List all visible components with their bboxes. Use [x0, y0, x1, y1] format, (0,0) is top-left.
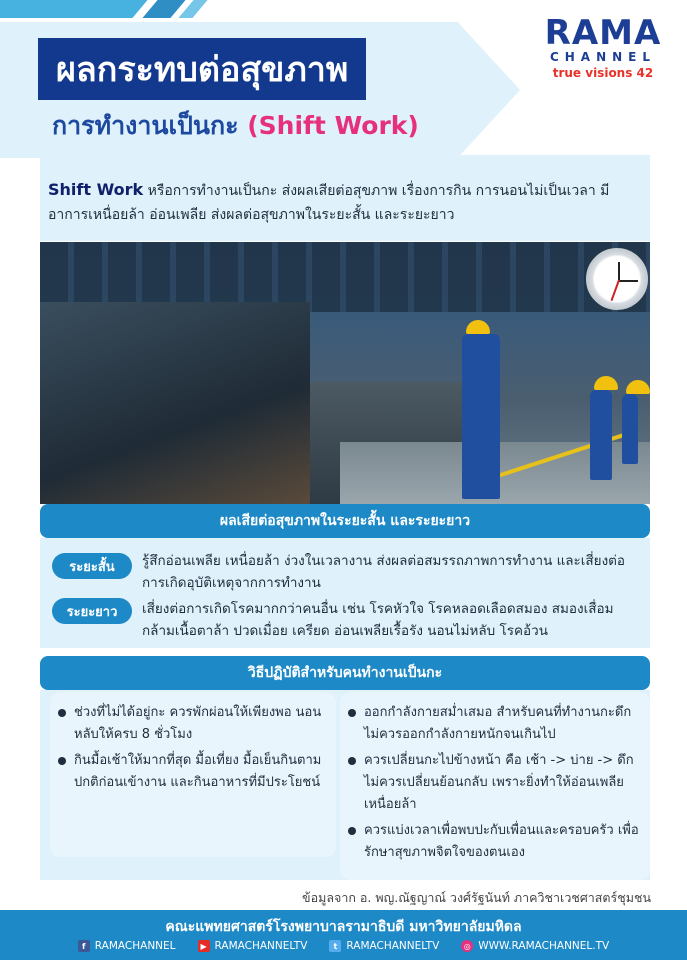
logo-rama: RAMA: [544, 13, 662, 53]
factory-machine: [40, 302, 310, 504]
clock-minute-hand: [618, 280, 638, 282]
logo-partner: true visions 42: [552, 66, 654, 80]
page-subtitle: [52, 106, 419, 146]
social-label: RAMACHANNELTV: [214, 940, 308, 952]
guide-item: ช่วงที่ไม่ได้อยู่กะ ควรพักผ่อนให้เพียงพอ นอนหลับให้ครบ 8 ชั่วโมง: [58, 702, 330, 746]
intro-text: [48, 178, 648, 227]
clock-icon: [586, 248, 648, 310]
intro-term: Shift Work: [48, 180, 144, 199]
effects-heading: ผลเสียต่อสุขภาพในระยะสั้น และระยะยาว: [40, 504, 650, 538]
clock-hour-hand: [618, 262, 620, 281]
youtube-icon: ▶: [198, 940, 210, 952]
guide-item: ควรแบ่งเวลาเพื่อพบปะกับเพื่อนและครอบครัว เพื่อรักษาสุขภาพจิตใจของตนเอง: [348, 820, 648, 864]
short-term-text: รู้สึกอ่อนเพลีย เหนื่อยล้า ง่วงในเวลางาน ส่งผลต่อสมรรถภาพการทำงาน และเสี่ยงต่อการเกิดอุบัติเหตุจากการทำงาน: [142, 553, 626, 591]
intro-body: หรือการทำงานเป็นกะ ส่งผลเสียต่อสุขภาพ เรื่องการกิน การนอนไม่เป็นเวลา มีอาการเหนื่อยล้า อ่อนเพลีย ส่งผลต่อสุขภาพในระยะสั้น และระยะยาว: [48, 183, 610, 223]
twitter-icon: t: [329, 940, 341, 952]
logo-channel: CHANNEL: [549, 50, 657, 64]
rama-channel-logo: [543, 14, 663, 80]
helmet-icon: [626, 380, 650, 394]
subtitle-english: (Shift Work): [247, 111, 419, 140]
web-icon: ◎: [461, 940, 473, 952]
guide-heading: วิธีปฏิบัติสำหรับคนทำงานเป็นกะ: [40, 656, 650, 690]
factory-photo: [40, 242, 650, 504]
helmet-icon: [466, 320, 490, 334]
guide-list-left: [58, 702, 330, 798]
long-term-label: ระยะยาว: [52, 598, 132, 624]
social-facebook[interactable]: [78, 940, 176, 952]
subtitle-thai: การทำงานเป็นกะ: [52, 111, 239, 140]
social-twitter[interactable]: [329, 940, 439, 952]
guide-item: ควรเปลี่ยนกะไปข้างหน้า คือ เช้า -> บ่าย -> ดึก ไม่ควรเปลี่ยนย้อนกลับ เพราะยิ่งทำให้อ่อนเพลีย เหนื่อยล้า: [348, 750, 648, 816]
social-links: [0, 940, 687, 952]
footer-title: คณะแพทยศาสตร์โรงพยาบาลรามาธิบดี มหาวิทยาลัยมหิดล: [165, 919, 522, 935]
social-website[interactable]: [461, 940, 609, 952]
guide-item: ออกกำลังกายสม่ำเสมอ สำหรับคนที่ทำงานกะดึก ไม่ควรออกกำลังกายหนักจนเกินไป: [348, 702, 648, 746]
top-stripe: [0, 0, 148, 18]
worker-figure: [590, 390, 612, 480]
social-label: RAMACHANNELTV: [346, 940, 440, 952]
guide-list-right: [348, 702, 648, 868]
long-term-text: เสี่ยงต่อการเกิดโรคมากกว่าคนอื่น เช่น โรคหัวใจ โรคหลอดเลือดสมอง สมองเสื่อม กล้ามเนื้อตาล้า ปวดเมื่อย เครียด อ่อนเพลียเรื้อรัง นอนไม่หลับ โรคอ้วน: [142, 601, 614, 639]
worker-figure: [462, 334, 500, 499]
source-credit: ข้อมูลจาก อ. พญ.ณัฐญาณ์ วงศ์รัฐนันท์ ภาควิชาเวชศาสตร์ชุมชน: [302, 890, 651, 905]
social-label: RAMACHANNEL: [94, 940, 176, 952]
facebook-icon: f: [78, 940, 90, 952]
worker-figure: [622, 394, 638, 464]
short-term-label: ระยะสั้น: [52, 553, 132, 579]
clock-second-hand: [611, 280, 620, 301]
guide-item: กินมื้อเช้าให้มากที่สุด มื้อเที่ยง มื้อเย็นกินตามปกติก่อนเข้างาน และกินอาหารที่มีประโยชน์: [58, 750, 330, 794]
helmet-icon: [594, 376, 618, 390]
page-title: ผลกระทบต่อสุขภาพ: [38, 38, 366, 100]
social-label: WWW.RAMACHANNEL.TV: [478, 940, 610, 952]
social-youtube[interactable]: [198, 940, 308, 952]
